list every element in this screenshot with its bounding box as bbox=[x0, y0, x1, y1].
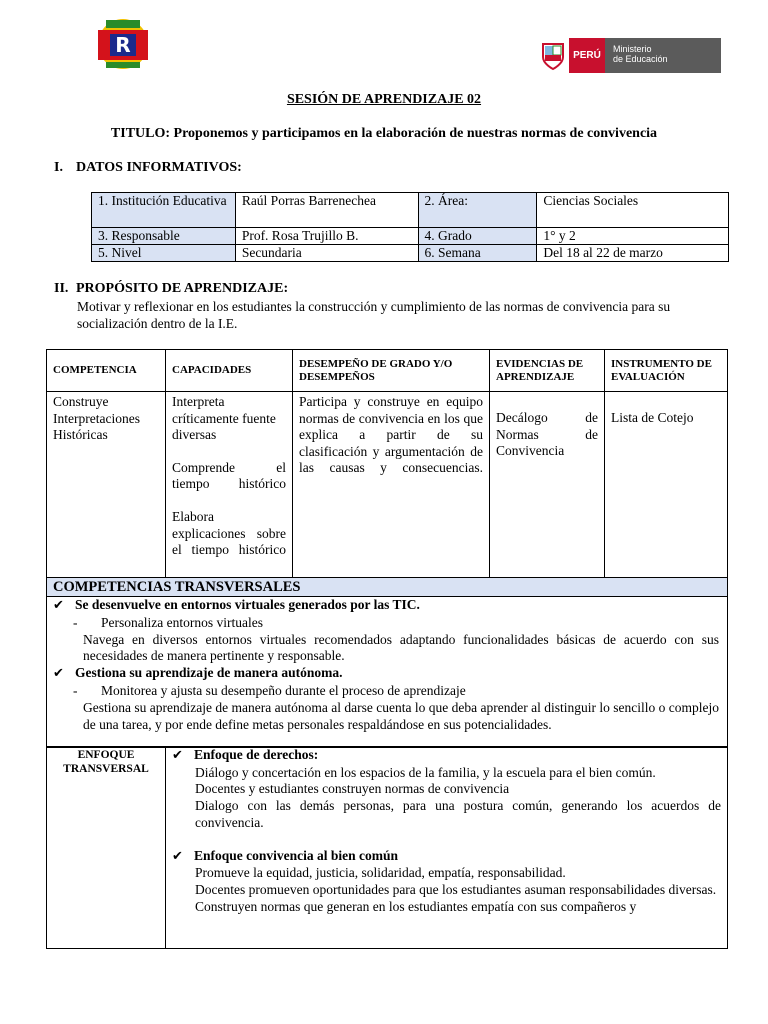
column-header: EVIDENCIAS DE APRENDIZAJE bbox=[490, 350, 605, 392]
enfoque-text: Diálogo y concertación en los espacios de la familia, y la escuela para el bien común. bbox=[195, 764, 656, 780]
capacidad-item: Interpreta críticamente fuente diversas bbox=[172, 394, 276, 443]
transversales-body bbox=[47, 597, 727, 733]
enfoque-title: Enfoque de derechos: bbox=[194, 747, 319, 762]
svg-text:R: R bbox=[115, 33, 131, 57]
section-datos-heading: I. DATOS INFORMATIVOS: bbox=[54, 160, 242, 175]
transversal-title: Se desenvuelve en entornos virtuales generados por las TIC. bbox=[75, 597, 420, 612]
datos-label: 3. Responsable bbox=[92, 228, 236, 245]
datos-value: Raúl Porras Barrenechea bbox=[235, 193, 418, 228]
table-row bbox=[92, 245, 729, 262]
table-row bbox=[92, 228, 729, 245]
datos-label: 5. Nivel bbox=[92, 245, 236, 262]
coat-of-arms-icon bbox=[537, 38, 569, 73]
proposito-text: Motivar y reflexionar en los estudiantes la construcción y cumplimiento de las normas de convivencia para su socialización dentro de la I.E. bbox=[77, 299, 671, 331]
table-row bbox=[92, 193, 729, 228]
check-icon: ✔ bbox=[172, 748, 183, 763]
transversales-box bbox=[46, 577, 728, 748]
section-proposito-heading: II. PROPÓSITO DE APRENDIZAJE: bbox=[54, 281, 289, 296]
capacidades-cell bbox=[166, 392, 293, 578]
instrumento-text: Lista de Cotejo bbox=[611, 410, 694, 425]
dash-bullet: - bbox=[73, 682, 78, 698]
datos-label: 2. Área: bbox=[418, 193, 537, 228]
session-title: SESIÓN DE APRENDIZAJE 02 bbox=[286, 92, 482, 107]
datos-value: Prof. Rosa Trujillo B. bbox=[235, 228, 418, 245]
capacidad-item: Comprende el tiempo histórico bbox=[172, 459, 286, 492]
enfoque-label: ENFOQUE TRANSVERSAL bbox=[47, 747, 166, 948]
table-row bbox=[47, 392, 728, 578]
desempeno-text: Participa y construye en equipo normas de convivencia en los que explica a partir de su clasificación y argumentación de las causas y consecuencias. bbox=[299, 394, 483, 476]
datos-label: 1. Institución Educativa bbox=[92, 193, 236, 228]
datos-value: Secundaria bbox=[235, 245, 418, 262]
ministry-logo bbox=[537, 38, 721, 73]
column-header: INSTRUMENTO DE EVALUACIÓN bbox=[605, 350, 728, 392]
desempeno-cell bbox=[293, 392, 490, 578]
transversal-capacity: Monitorea y ajusta su desempeño durante el proceso de aprendizaje bbox=[101, 682, 466, 698]
enfoque-content bbox=[166, 747, 727, 948]
datos-value: Del 18 al 22 de marzo bbox=[537, 245, 729, 262]
competencias-table bbox=[46, 349, 728, 578]
datos-value: 1° y 2 bbox=[537, 228, 729, 245]
column-header: DESEMPEÑO DE GRADO Y/O DESEMPEÑOS bbox=[293, 350, 490, 392]
check-icon: ✔ bbox=[53, 598, 64, 613]
datos-label: 4. Grado bbox=[418, 228, 537, 245]
column-header: CAPACIDADES bbox=[166, 350, 293, 392]
enfoque-text: Docentes y estudiantes construyen normas de convivencia bbox=[195, 781, 510, 797]
transversal-title: Gestiona su aprendizaje de manera autónoma. bbox=[75, 665, 343, 681]
school-logo bbox=[92, 16, 154, 72]
capacidad-item: Elabora explicaciones sobre el tiempo histórico bbox=[172, 508, 286, 558]
datos-table bbox=[91, 192, 729, 262]
evidencia-cell bbox=[490, 392, 605, 578]
column-header: COMPETENCIA bbox=[47, 350, 166, 392]
enfoque-title: Enfoque convivencia al bien común bbox=[194, 847, 399, 863]
dash-bullet: - bbox=[73, 614, 78, 630]
transversales-heading: COMPETENCIAS TRANSVERSALES bbox=[47, 578, 727, 597]
ministry-name: Ministerio de Educación bbox=[605, 38, 721, 73]
check-icon: ✔ bbox=[172, 848, 183, 864]
competencia-cell: Construye Interpretaciones Históricas bbox=[47, 392, 166, 578]
transversal-text: Navega en diversos entornos virtuales recomendados adaptando funcionalidades básicas de acuerdo con sus necesidades de manera pertinente y responsable. bbox=[83, 631, 719, 664]
check-icon: ✔ bbox=[53, 666, 64, 682]
enfoque-text: Docentes promueven oportunidades para que los estudiantes asuman responsabilidades diversas. bbox=[195, 881, 717, 897]
enfoque-box bbox=[46, 746, 728, 949]
datos-label: 6. Semana bbox=[418, 245, 537, 262]
instrumento-cell bbox=[605, 392, 728, 578]
table-header-row bbox=[47, 350, 728, 392]
enfoque-text: Dialogo con las demás personas, para una postura común, generando los acuerdos de convivencia. bbox=[195, 798, 721, 830]
transversal-capacity: Personaliza entornos virtuales bbox=[101, 614, 263, 630]
evidencia-text: Decálogo de Normas de Convivencia bbox=[496, 410, 598, 459]
peru-label: PERÚ bbox=[569, 38, 605, 73]
transversal-text: Gestiona su aprendizaje de manera autónoma al darse cuenta lo que deba aprender al distinguir lo sencillo o complejo de una tarea, y por ende define metas personales respaldándose en sus potencialidades. bbox=[83, 699, 719, 732]
enfoque-text: Construyen normas que generan en los estudiantes empatía con sus compañeros y bbox=[195, 898, 637, 914]
enfoque-text: Promueve la equidad, justicia, solidaridad, empatía, responsabilidad. bbox=[195, 865, 566, 881]
datos-value: Ciencias Sociales bbox=[537, 193, 729, 228]
main-title: TITULO: Proponemos y participamos en la elaboración de nuestras normas de convivencia bbox=[110, 126, 658, 141]
